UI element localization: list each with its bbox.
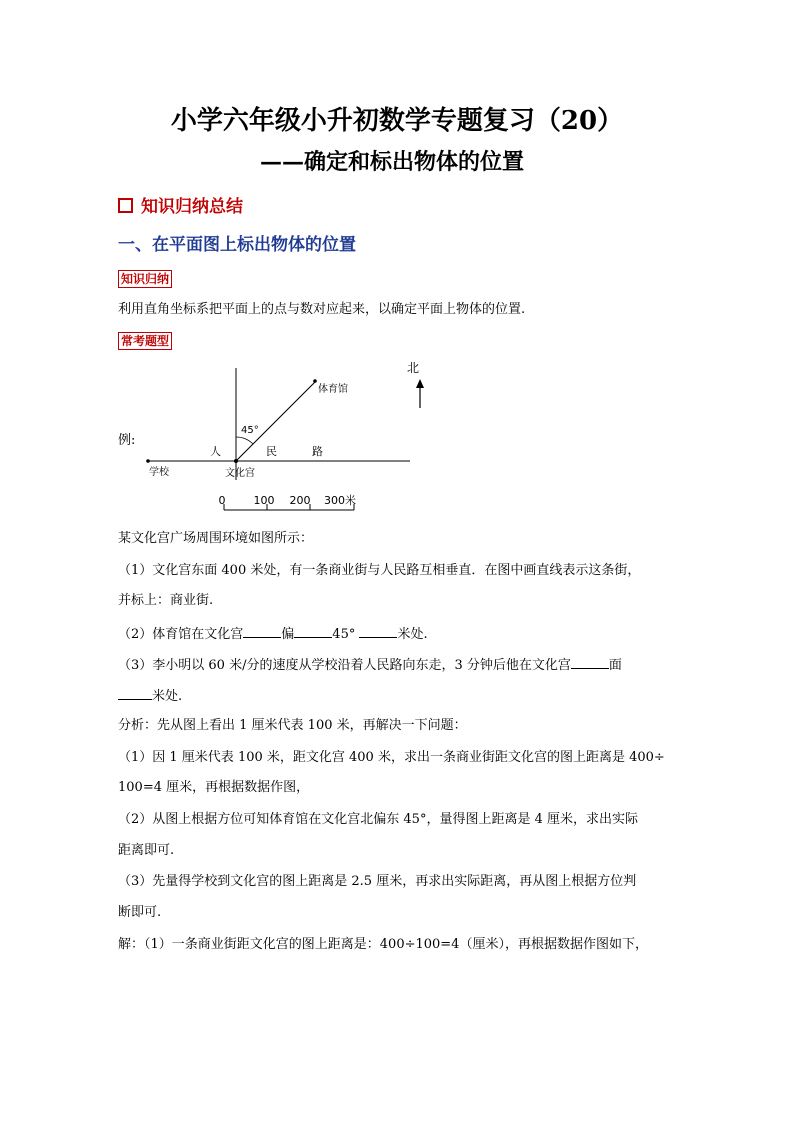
question-3-line-1 — [118, 655, 678, 675]
school-label: 学校 — [149, 467, 169, 478]
document-title: 小学六年级小升初数学专题复习（20） — [170, 106, 624, 136]
analysis-3-line-2: 断即可. — [118, 905, 162, 920]
road-char-2: 民 — [266, 445, 277, 458]
solution-line: 解：（1）一条商业街距文化宫的图上距离是：400÷100=4（厘米），再根据数据作图如下， — [118, 937, 648, 952]
question-2-part-d: 米处. — [397, 627, 428, 642]
answer-blank[interactable] — [359, 624, 397, 638]
square-bullet-icon — [118, 198, 133, 213]
stadium-point — [313, 379, 317, 383]
school-point — [146, 459, 150, 463]
question-3-part-b: 面 — [608, 658, 622, 673]
section-heading: 一、在平面图上标出物体的位置 — [118, 235, 356, 255]
road-char-3: 路 — [312, 445, 323, 458]
road-char-1: 人 — [210, 445, 221, 458]
angle-label: 45° — [241, 425, 259, 436]
answer-blank[interactable] — [118, 686, 152, 700]
north-arrow-head — [416, 379, 424, 388]
example-label: 例: — [118, 433, 136, 448]
analysis-intro: 分析：先从图上看出 1 厘米代表 100 米，再解决一下问题： — [118, 718, 467, 733]
answer-blank[interactable] — [571, 655, 609, 669]
analysis-1-line-1: （1）因 1 厘米代表 100 米，距文化宫 400 米，求出一条商业街距文化宫的图上距离是 400÷ — [118, 750, 665, 765]
knowledge-tag: 知识归纳 — [118, 270, 172, 288]
intro-text: 某文化宫广场周围环境如图所示： — [118, 531, 314, 546]
document-subtitle: ——确定和标出物体的位置 — [260, 149, 525, 175]
analysis-2-line-1: （2）从图上根据方位可知体育馆在文化宫北偏东 45°，量得图上距离是 4 厘米，求出实际 — [118, 812, 638, 827]
angle-arc — [236, 437, 253, 444]
section-mark-label: 知识归纳总结 — [141, 197, 243, 217]
palace-point — [234, 459, 238, 463]
question-2-part-a: （2）体育馆在文化宫 — [118, 627, 244, 642]
stadium-label: 体育馆 — [318, 384, 348, 395]
scale-label-200: 200 — [289, 494, 311, 507]
scale-label-300: 300米 — [324, 494, 356, 507]
position-diagram — [140, 358, 430, 513]
north-label: 北 — [406, 361, 420, 375]
palace-label: 文化宫 — [225, 468, 255, 479]
question-2-part-c: 45° — [332, 627, 356, 642]
analysis-3-line-1: （3）先量得学校到文化宫的图上距离是 2.5 厘米，再求出实际距离，再从图上根据方位判 — [118, 874, 637, 889]
knowledge-text: 利用直角坐标系把平面上的点与数对应起来，以确定平面上物体的位置. — [118, 302, 526, 317]
answer-blank[interactable] — [243, 624, 281, 638]
analysis-1-line-2: 100=4 厘米，再根据数据作图， — [118, 780, 310, 795]
question-1-line-1: （1）文化宫东面 400 米处，有一条商业街与人民路互相垂直．在图中画直线表示这条街， — [118, 563, 641, 578]
scale-label-100: 100 — [253, 494, 275, 507]
answer-blank[interactable] — [294, 624, 332, 638]
section-mark — [118, 192, 243, 217]
question-3-part-c: 米处. — [152, 689, 183, 704]
scale-label-0: 0 — [218, 494, 226, 507]
question-3-line-2 — [118, 686, 678, 706]
question-2-part-b: 偏 — [281, 627, 295, 642]
question-1-line-2: 并标上：商业街. — [118, 593, 214, 608]
question-3-part-a: （3）李小明以 60 米/分的速度从学校沿着人民路向东走，3 分钟后他在文化宫 — [118, 658, 571, 673]
analysis-2-line-2: 距离即可. — [118, 843, 175, 858]
common-question-tag: 常考题型 — [118, 332, 172, 350]
question-2 — [118, 624, 678, 644]
